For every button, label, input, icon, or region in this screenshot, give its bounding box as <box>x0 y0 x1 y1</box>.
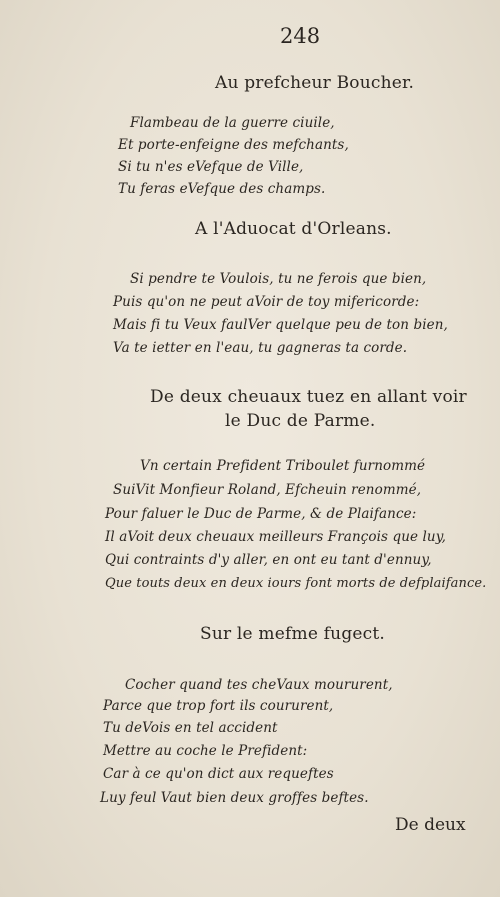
verse-line: Parce que trop fort ils coururent, <box>103 698 334 714</box>
verse-line: Tu feras eVefque des champs. <box>118 181 326 197</box>
verse-line: Mettre au coche le Prefident: <box>103 743 308 759</box>
verse-line: Si pendre te Voulois, tu ne ferois que bien, <box>130 271 427 287</box>
verse-line: Qui contraints d'y aller, en ont eu tant d'ennuy, <box>105 552 432 568</box>
verse-line: Luy feul Vaut bien deux groffes beftes. <box>100 790 369 806</box>
verse-line: Vn certain Prefident Triboulet furnommé <box>140 458 426 474</box>
section-heading-cheuaux-line2: le Duc de Parme. <box>225 411 376 431</box>
page-number: 248 <box>280 24 321 48</box>
section-heading-boucher: Au prefcheur Boucher. <box>215 73 415 93</box>
verse-line: SuiVit Monfieur Roland, Efcheuin renommé, <box>113 482 422 498</box>
verse-line: Car à ce qu'on dict aux requeftes <box>103 766 334 782</box>
section-heading-fugect: Sur le mefme fugect. <box>200 624 386 644</box>
section-heading-cheuaux: De deux cheuaux tuez en allant voir <box>150 387 467 407</box>
catchword: De deux <box>395 815 466 835</box>
section-heading-aduocat: A l'Aduocat d'Orleans. <box>195 219 392 239</box>
verse-line: Pour faluer le Duc de Parme, & de Plaifance: <box>105 506 417 522</box>
verse-line: Puis qu'on ne peut aVoir de toy mifericorde: <box>113 294 420 310</box>
verse-line: Cocher quand tes cheVaux moururent, <box>125 677 393 693</box>
verse-line: Que touts deux en deux iours font morts de defplaifance. <box>105 576 487 591</box>
verse-line: Tu deVois en tel accident <box>103 720 278 736</box>
verse-line: Flambeau de la guerre ciuile, <box>130 115 335 131</box>
verse-line: Mais fi tu Veux faulVer quelque peu de ton bien, <box>113 317 448 333</box>
verse-line: Et porte-enfeigne des mefchants, <box>118 137 349 153</box>
verse-line: Si tu n'es eVefque de Ville, <box>118 159 304 175</box>
verse-line: Il aVoit deux cheuaux meilleurs François que luy, <box>105 529 447 545</box>
verse-line: Va te ietter en l'eau, tu gagneras ta corde. <box>113 340 408 356</box>
